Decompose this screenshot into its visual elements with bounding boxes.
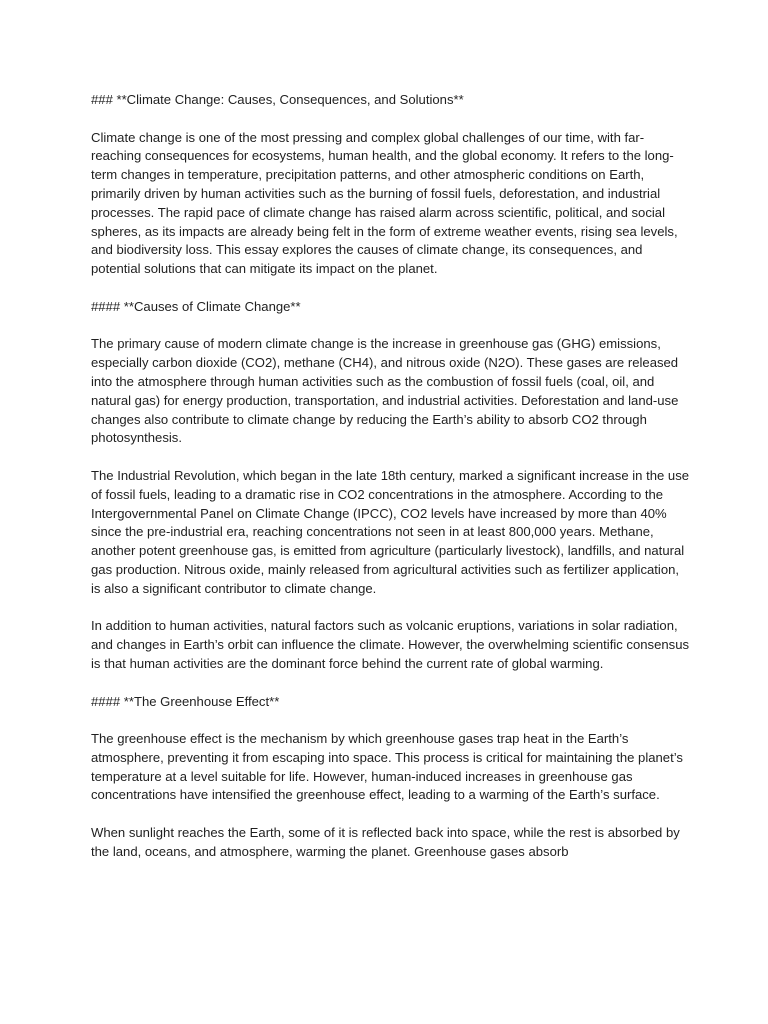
- causes-heading: #### **Causes of Climate Change**: [91, 298, 301, 314]
- causes-paragraph-3: In addition to human activities, natural factors such as volcanic eruptions, variations in solar radiation, and changes in Earth’s orbit can influence the climate. However, the overwhelming scientific consensus is that human activities are the dominant force behind the current rate of global warming.: [91, 618, 690, 671]
- intro-paragraph: Climate change is one of the most pressing and complex global challenges of our time, with far-reaching consequences for ecosystems, human health, and the global economy. It refers to the long-term changes in temperature, precipitation patterns, and other atmospheric conditions on Earth, primarily driven by human activities such as the burning of fossil fuels, deforestation, and industrial processes. The rapid pace of climate change has raised alarm across scientific, political, and social spheres, as its impacts are already being felt in the form of extreme weather events, rising sea levels, and biodiversity loss. This essay explores the causes of climate change, its consequences, and potential solutions that can mitigate its impact on the planet.: [91, 129, 678, 277]
- greenhouse-paragraph-2: When sunlight reaches the Earth, some of it is reflected back into space, while the rest is absorbed by the land, oceans, and atmosphere, warming the planet. Greenhouse gases absorb: [91, 825, 680, 859]
- greenhouse-paragraph-1: The greenhouse effect is the mechanism by which greenhouse gases trap heat in the Earth’s atmosphere, preventing it from escaping into space. This process is critical for maintaining the planet’s temperature at a level suitable for life. However, human-induced increases in greenhouse gas concentrations have intensified the greenhouse effect, leading to a warming of the Earth’s surface.: [91, 731, 683, 803]
- greenhouse-heading: #### **The Greenhouse Effect**: [91, 693, 280, 709]
- causes-paragraph-1: The primary cause of modern climate change is the increase in greenhouse gas (GHG) emissions, especially carbon dioxide (CO2), methane (CH4), and nitrous oxide (N2O). These gases are released into the atmosphere through human activities such as the combustion of fossil fuels (coal, oil, and natural gas) for energy production, transportation, and industrial activities. Deforestation and land-use changes also contribute to climate change by reducing the Earth’s ability to absorb CO2 through photosynthesis.: [91, 336, 679, 446]
- causes-paragraph-2: The Industrial Revolution, which began in the late 18th century, marked a significant increase in the use of fossil fuels, leading to a dramatic rise in CO2 concentrations in the atmosphere. According to the Intergovernmental Panel on Climate Change (IPCC), CO2 levels have increased by more than 40% since the pre-industrial era, reaching concentrations not seen in at least 800,000 years. Methane, another potent greenhouse gas, is emitted from agriculture (particularly livestock), landfills, and natural gas production. Nitrous oxide, mainly released from agricultural activities such as fertilizer application, is also a significant contributor to climate change.: [91, 467, 690, 596]
- document-page: [91, 91, 691, 880]
- document-title: ### **Climate Change: Causes, Consequences, and Solutions**: [91, 92, 464, 107]
